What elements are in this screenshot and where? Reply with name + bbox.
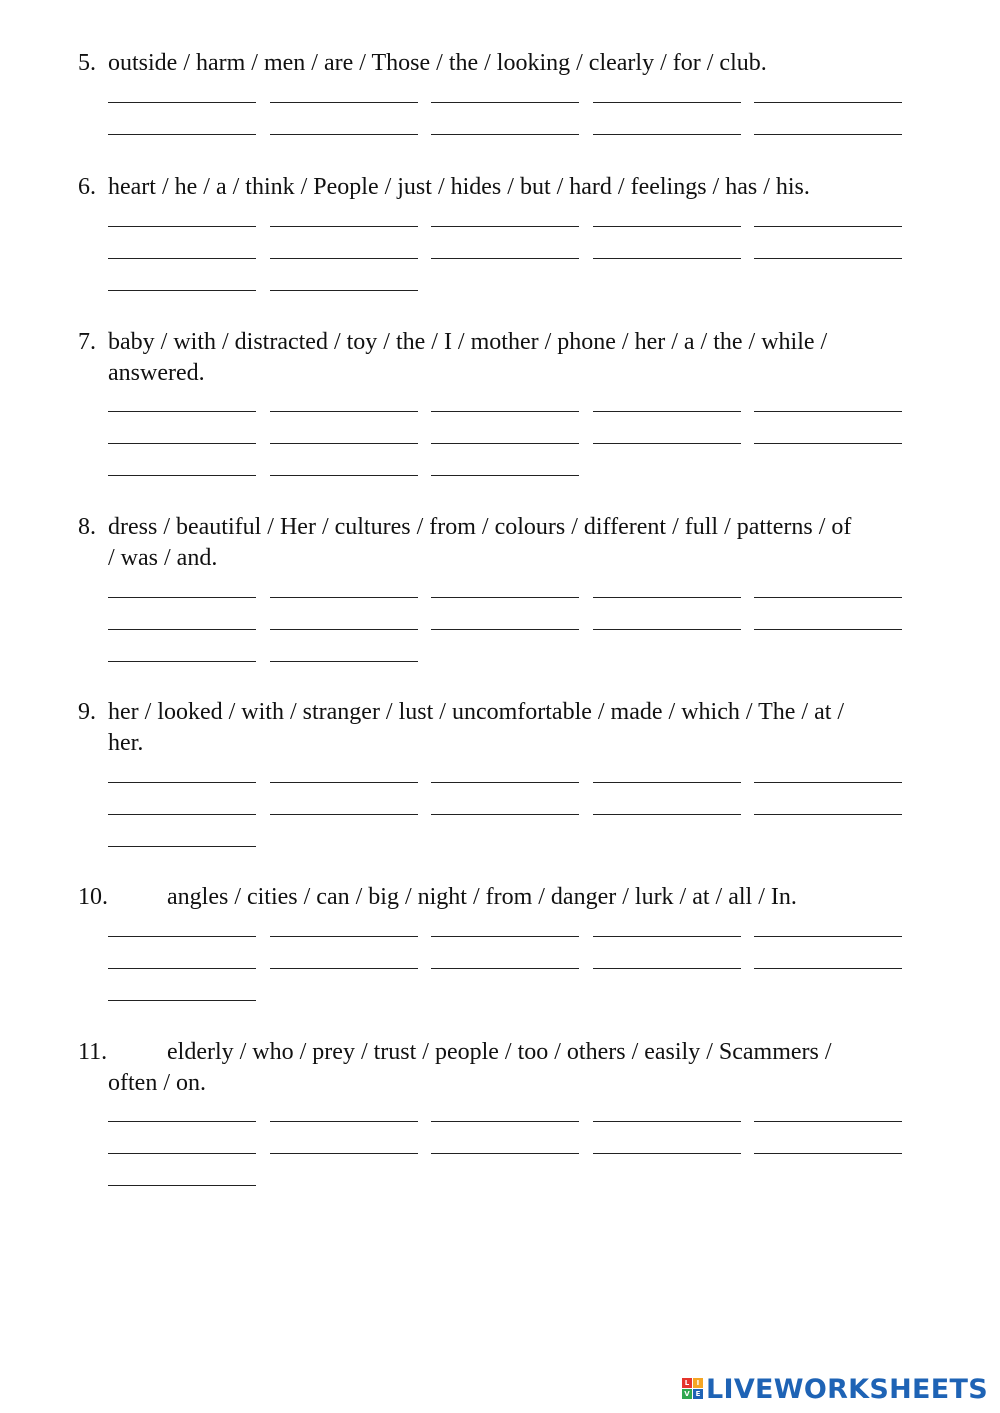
answer-blank[interactable] — [754, 936, 902, 937]
scrambled-words-continued: / was / and. — [108, 545, 218, 571]
answer-blank[interactable] — [754, 258, 902, 259]
scrambled-words: heart / he / a / think / People / just / hides / but / hard / feelings / has / his. — [108, 174, 810, 200]
answer-blank[interactable] — [108, 629, 256, 630]
answer-blank[interactable] — [431, 1121, 579, 1122]
answer-blank[interactable] — [270, 1153, 418, 1154]
answer-blank[interactable] — [754, 968, 902, 969]
logo-mark-l: L — [682, 1378, 692, 1388]
answer-blank[interactable] — [108, 936, 256, 937]
answer-blank[interactable] — [270, 782, 418, 783]
logo-text: LIVEWORKSHEETS — [705, 1373, 988, 1405]
answer-blank[interactable] — [108, 258, 256, 259]
answer-blank[interactable] — [270, 968, 418, 969]
answer-blank[interactable] — [431, 1153, 579, 1154]
answer-blank[interactable] — [270, 661, 418, 662]
answer-blank[interactable] — [270, 629, 418, 630]
answer-blank[interactable] — [108, 475, 256, 476]
answer-blank[interactable] — [108, 1185, 256, 1186]
answer-blank[interactable] — [754, 782, 902, 783]
question-number: 9. — [78, 699, 96, 725]
answer-blank[interactable] — [431, 782, 579, 783]
answer-blank[interactable] — [270, 258, 418, 259]
answer-blank[interactable] — [754, 1121, 902, 1122]
answer-blank[interactable] — [431, 936, 579, 937]
scrambled-words-continued: often / on. — [108, 1070, 206, 1096]
answer-blank[interactable] — [593, 1121, 741, 1122]
answer-blank[interactable] — [431, 968, 579, 969]
question-number: 6. — [78, 174, 96, 200]
answer-blank[interactable] — [270, 134, 418, 135]
answer-blank[interactable] — [108, 226, 256, 227]
answer-blank[interactable] — [108, 1153, 256, 1154]
answer-blank[interactable] — [754, 226, 902, 227]
answer-blank[interactable] — [754, 411, 902, 412]
answer-blank[interactable] — [593, 814, 741, 815]
question-number: 5. — [78, 50, 96, 76]
answer-blank[interactable] — [270, 102, 418, 103]
answer-blank[interactable] — [754, 102, 902, 103]
answer-blank[interactable] — [108, 968, 256, 969]
answer-blank[interactable] — [431, 134, 579, 135]
answer-blank[interactable] — [431, 258, 579, 259]
answer-blank[interactable] — [754, 597, 902, 598]
scrambled-words: angles / cities / can / big / night / from / danger / lurk / at / all / In. — [167, 884, 797, 910]
answer-blank[interactable] — [593, 258, 741, 259]
answer-blank[interactable] — [431, 102, 579, 103]
question-number: 11. — [78, 1039, 108, 1065]
answer-blank[interactable] — [431, 475, 579, 476]
answer-blank[interactable] — [108, 814, 256, 815]
answer-blank[interactable] — [108, 134, 256, 135]
answer-blank[interactable] — [431, 411, 579, 412]
answer-blank[interactable] — [593, 226, 741, 227]
scrambled-words-continued: answered. — [108, 360, 205, 386]
answer-blank[interactable] — [270, 475, 418, 476]
answer-blank[interactable] — [108, 597, 256, 598]
answer-blank[interactable] — [108, 846, 256, 847]
answer-blank[interactable] — [270, 226, 418, 227]
liveworksheets-logo-icon — [682, 1378, 704, 1400]
answer-blank[interactable] — [108, 1000, 256, 1001]
answer-blank[interactable] — [270, 290, 418, 291]
answer-blank[interactable] — [270, 411, 418, 412]
answer-blank[interactable] — [593, 102, 741, 103]
scrambled-words: dress / beautiful / Her / cultures / from / colours / different / full / patterns / of — [108, 514, 852, 540]
scrambled-words-continued: her. — [108, 730, 144, 756]
answer-blank[interactable] — [754, 134, 902, 135]
answer-blank[interactable] — [593, 968, 741, 969]
answer-blank[interactable] — [270, 597, 418, 598]
answer-blank[interactable] — [593, 629, 741, 630]
liveworksheets-logo — [682, 1373, 988, 1405]
answer-blank[interactable] — [593, 936, 741, 937]
answer-blank[interactable] — [270, 443, 418, 444]
answer-blank[interactable] — [593, 411, 741, 412]
answer-blank[interactable] — [108, 782, 256, 783]
answer-blank[interactable] — [431, 597, 579, 598]
answer-blank[interactable] — [754, 443, 902, 444]
scrambled-words: her / looked / with / stranger / lust / uncomfortable / made / which / The / at / — [108, 699, 845, 725]
question-number: 8. — [78, 514, 96, 540]
scrambled-words: elderly / who / prey / trust / people / too / others / easily / Scammers / — [167, 1039, 832, 1065]
answer-blank[interactable] — [593, 443, 741, 444]
answer-blank[interactable] — [593, 597, 741, 598]
answer-blank[interactable] — [754, 629, 902, 630]
question-number: 10. — [78, 884, 108, 910]
answer-blank[interactable] — [270, 1121, 418, 1122]
scrambled-words: baby / with / distracted / toy / the / I / mother / phone / her / a / the / while / — [108, 329, 828, 355]
answer-blank[interactable] — [108, 661, 256, 662]
answer-blank[interactable] — [593, 782, 741, 783]
answer-blank[interactable] — [754, 814, 902, 815]
logo-mark-i: I — [693, 1378, 703, 1388]
answer-blank[interactable] — [431, 443, 579, 444]
answer-blank[interactable] — [431, 629, 579, 630]
answer-blank[interactable] — [108, 102, 256, 103]
answer-blank[interactable] — [270, 936, 418, 937]
answer-blank[interactable] — [593, 1153, 741, 1154]
logo-mark-e: E — [693, 1389, 703, 1399]
logo-mark-v: V — [682, 1389, 692, 1399]
answer-blank[interactable] — [270, 814, 418, 815]
answer-blank[interactable] — [108, 1121, 256, 1122]
answer-blank[interactable] — [108, 443, 256, 444]
answer-blank[interactable] — [431, 814, 579, 815]
scrambled-words: outside / harm / men / are / Those / the / looking / clearly / for / club. — [108, 50, 767, 76]
answer-blank[interactable] — [431, 226, 579, 227]
answer-blank[interactable] — [754, 1153, 902, 1154]
answer-blank[interactable] — [593, 134, 741, 135]
answer-blank[interactable] — [108, 290, 256, 291]
question-number: 7. — [78, 329, 96, 355]
answer-blank[interactable] — [108, 411, 256, 412]
